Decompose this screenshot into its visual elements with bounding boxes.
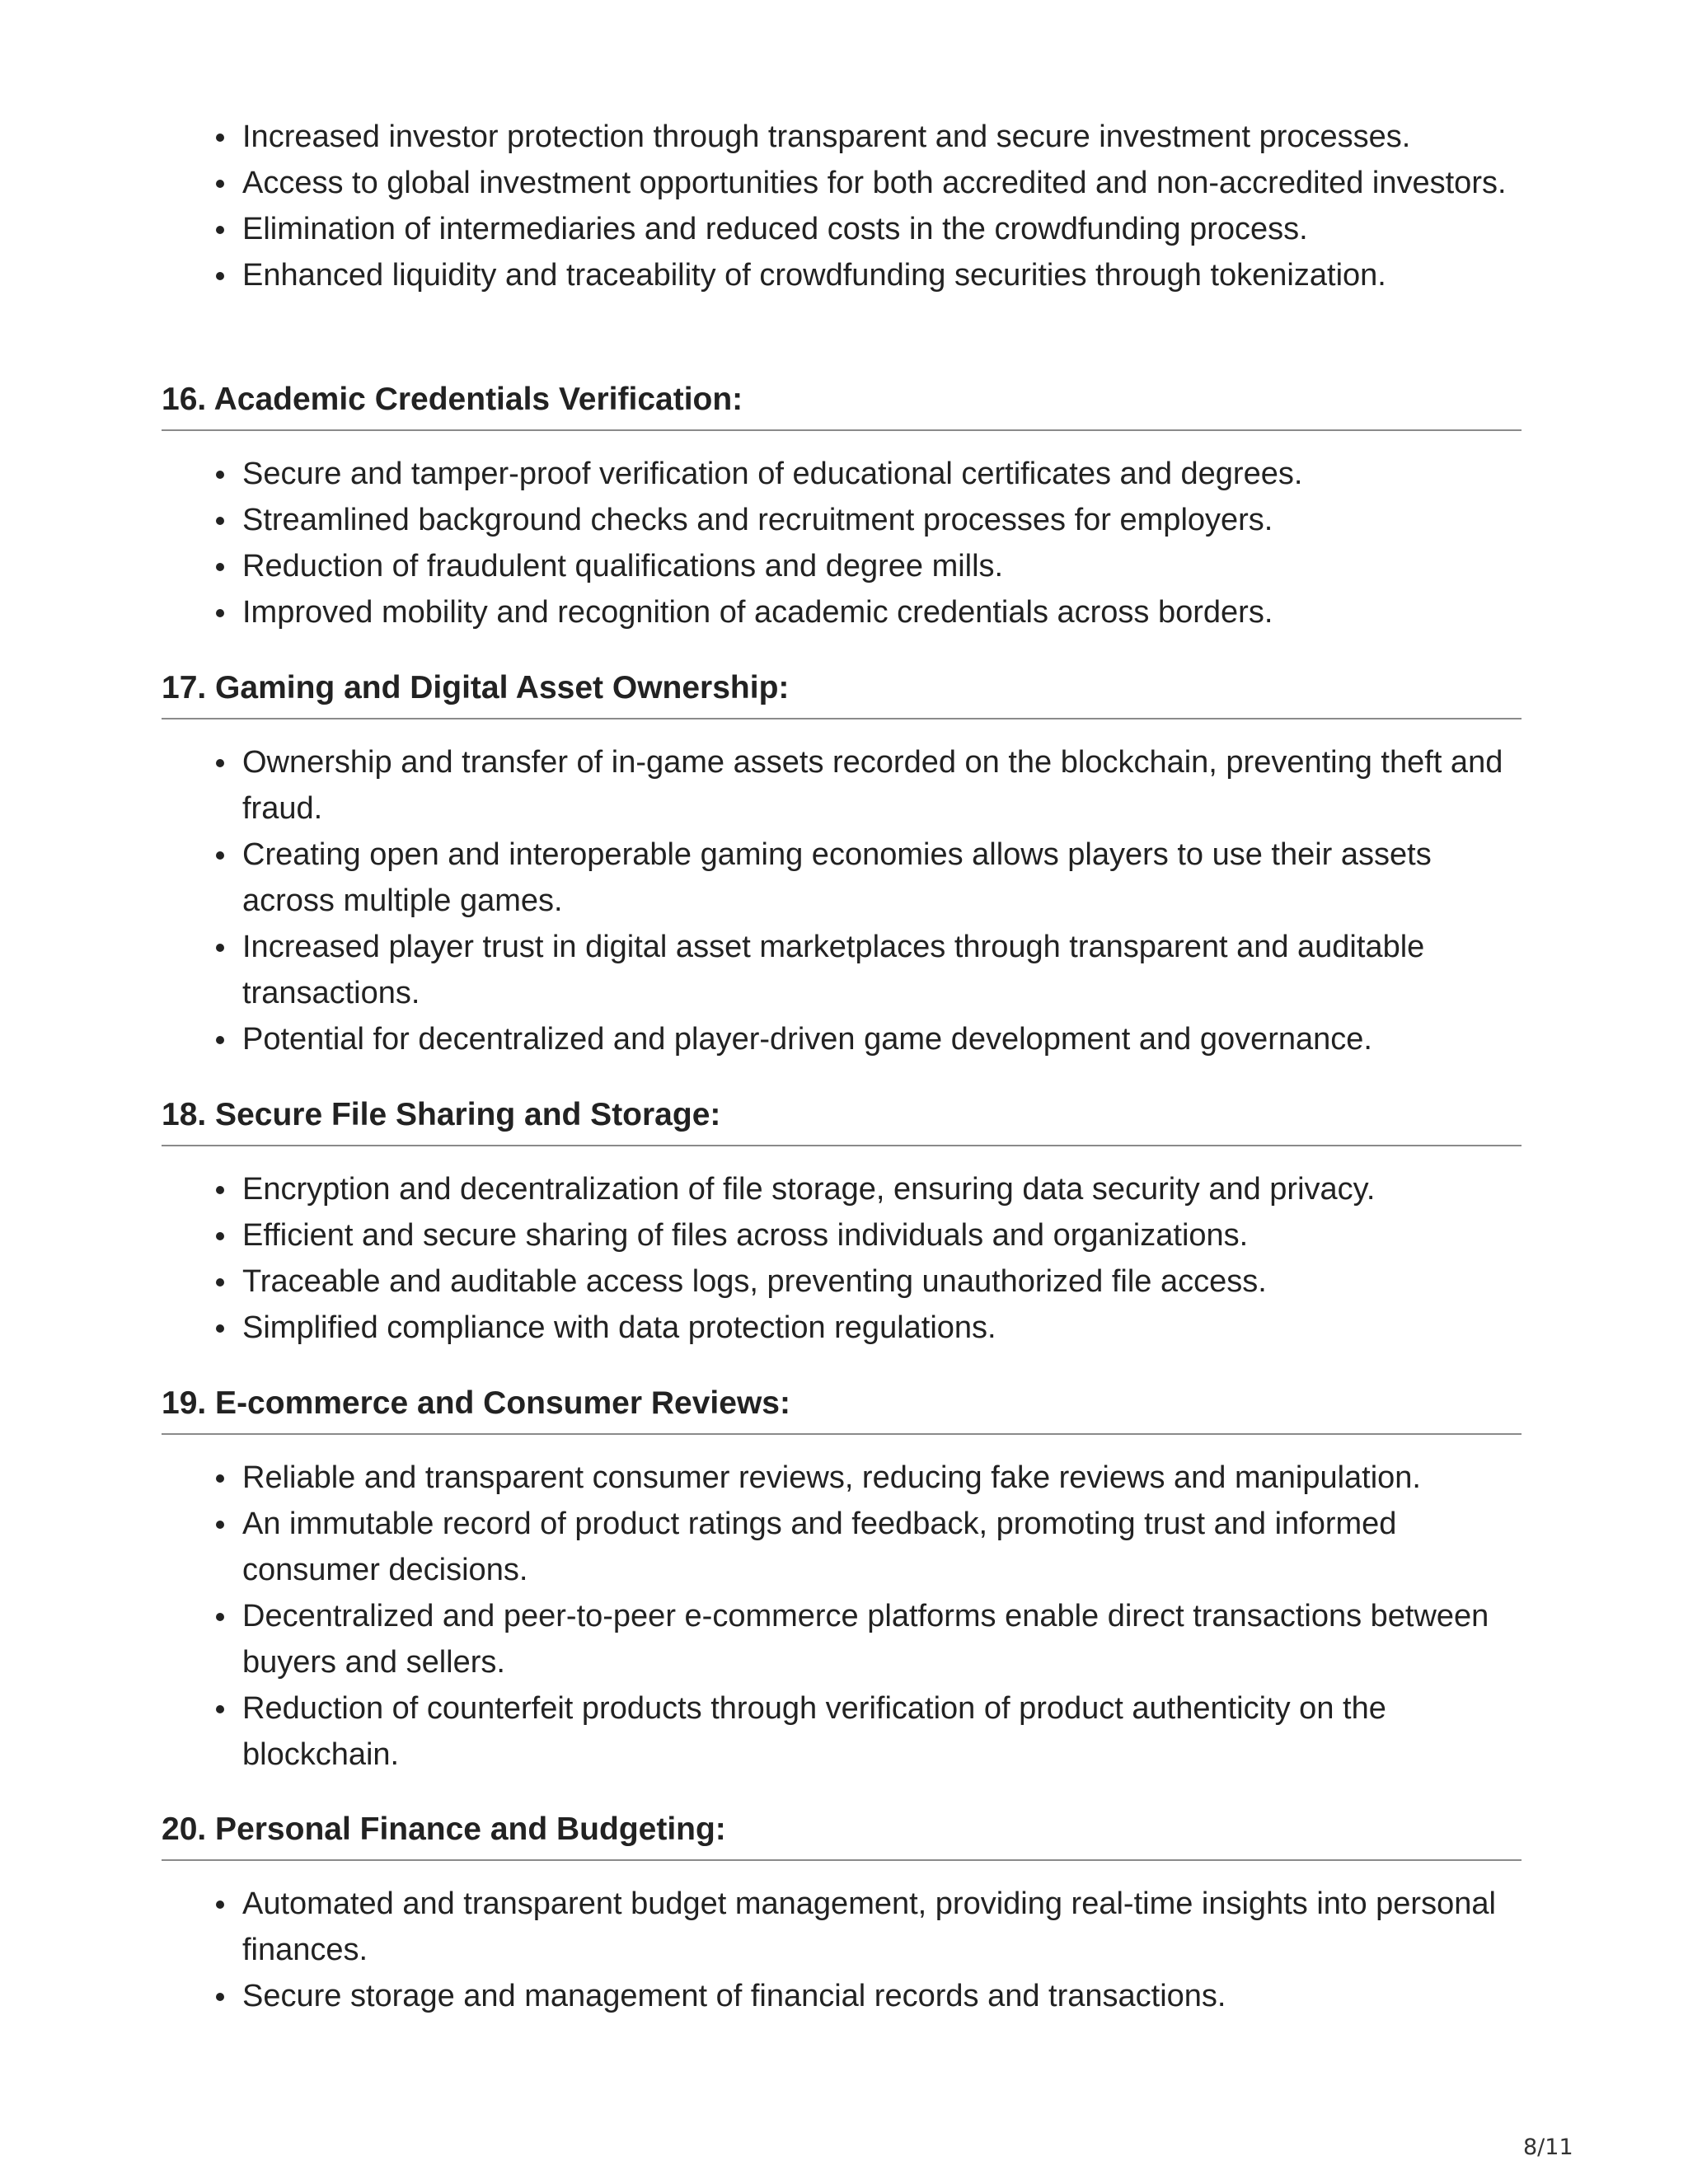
bullet-icon [216,1278,224,1286]
bullet-icon [216,1705,224,1713]
list-item: Improved mobility and recognition of academic credentials across borders. [242,589,1522,635]
bullet-icon [216,1324,224,1333]
bullet-icon [216,563,224,571]
bullet-icon [216,272,224,280]
list-item: Enhanced liquidity and traceability of crowdfunding securities through tokenization. [242,252,1602,298]
page-number: 8/11 [1523,2135,1573,2160]
bullet-icon [216,609,224,617]
section-list [162,739,1522,1062]
list-item: Secure and tamper-proof verification of educational certificates and degrees. [242,451,1522,497]
list-item: Access to global investment opportunities for both accredited and non-accredited investors. [242,160,1602,206]
list-item: Ownership and transfer of in-game assets recorded on the blockchain, preventing theft and fraud. [242,739,1522,832]
section-academic-credentials [162,379,1522,635]
section-heading: 20. Personal Finance and Budgeting: [162,1809,1522,1861]
list-item: Decentralized and peer-to-peer e-commerce platforms enable direct transactions between buyers and sellers. [242,1593,1522,1685]
section-list [162,1166,1522,1351]
list-item: Reduction of fraudulent qualifications and degree mills. [242,543,1522,589]
bullet-icon [216,1474,224,1483]
list-item: Secure storage and management of financial records and transactions. [242,1973,1522,2019]
list-item: An immutable record of product ratings and feedback, promoting trust and informed consumer decisions. [242,1501,1522,1593]
bullet-icon [216,944,224,952]
section-list [162,1881,1522,2019]
bullet-icon [216,1900,224,1909]
bullet-icon [216,1036,224,1044]
list-item: Increased player trust in digital asset marketplaces through transparent and auditable transactions. [242,924,1522,1016]
bullet-icon [216,1613,224,1621]
bullet-icon [216,1186,224,1194]
bullet-icon [216,851,224,860]
list-item: Elimination of intermediaries and reduced costs in the crowdfunding process. [242,206,1602,252]
list-item: Efficient and secure sharing of files across individuals and organizations. [242,1212,1522,1258]
bullet-icon [216,134,224,142]
section-heading: 17. Gaming and Digital Asset Ownership: [162,668,1522,719]
section-heading: 16. Academic Credentials Verification: [162,379,1522,431]
list-item: Reliable and transparent consumer reviews, reducing fake reviews and manipulation. [242,1455,1522,1501]
intro-list [162,114,1602,298]
section-list [162,1455,1522,1778]
section-gaming-assets [162,668,1522,1062]
list-item: Increased investor protection through transparent and secure investment processes. [242,114,1602,160]
bullet-icon [216,471,224,479]
bullet-icon [216,226,224,234]
bullet-icon [216,759,224,767]
section-list [162,451,1522,635]
bullet-icon [216,180,224,188]
bullet-icon [216,517,224,525]
section-ecommerce-reviews [162,1383,1522,1778]
bullet-icon [216,1993,224,2001]
list-item: Potential for decentralized and player-driven game development and governance. [242,1016,1522,1062]
list-item: Automated and transparent budget management, providing real-time insights into personal finances. [242,1881,1522,1973]
bullet-icon [216,1232,224,1240]
list-item: Simplified compliance with data protection regulations. [242,1305,1522,1351]
list-item: Creating open and interoperable gaming economies allows players to use their assets across multiple games. [242,832,1522,924]
section-heading: 18. Secure File Sharing and Storage: [162,1094,1522,1146]
list-item: Streamlined background checks and recruitment processes for employers. [242,497,1522,543]
list-item: Reduction of counterfeit products through verification of product authenticity on the blockchain. [242,1685,1522,1778]
list-item: Encryption and decentralization of file storage, ensuring data security and privacy. [242,1166,1522,1212]
section-heading: 19. E-commerce and Consumer Reviews: [162,1383,1522,1435]
section-personal-finance [162,1809,1522,2019]
bullet-icon [216,1521,224,1529]
section-file-sharing [162,1094,1522,1351]
list-item: Traceable and auditable access logs, preventing unauthorized file access. [242,1258,1522,1305]
